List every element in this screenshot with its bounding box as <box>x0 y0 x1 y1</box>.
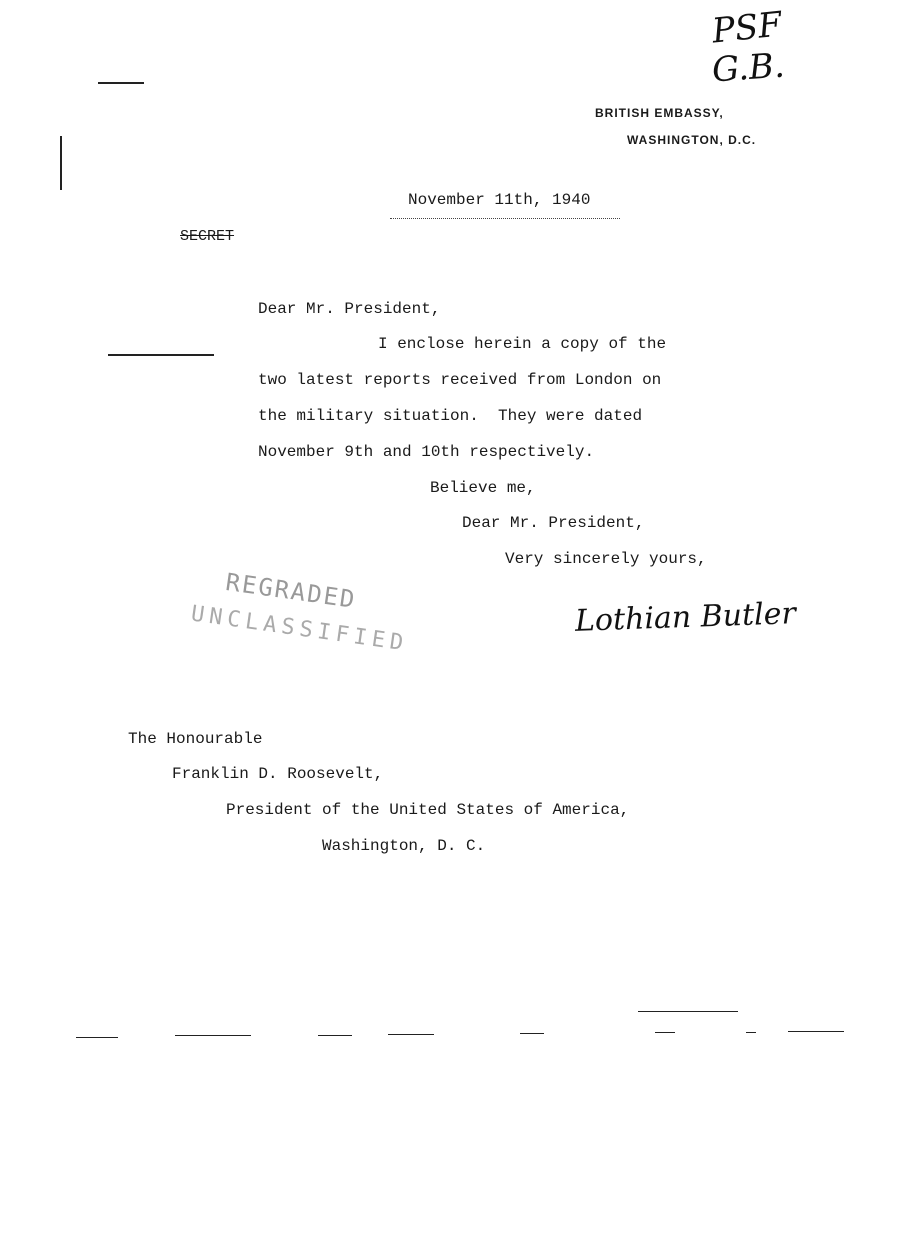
closing-line-2: Dear Mr. President, <box>462 514 645 532</box>
salutation: Dear Mr. President, <box>258 300 441 318</box>
address-line-1: The Honourable <box>128 730 263 748</box>
address-line-2: Franklin D. Roosevelt, <box>172 765 384 783</box>
signature: Lothian Butler <box>574 596 797 639</box>
body-line-2: two latest reports received from London on <box>258 371 662 389</box>
scan-artifact-line <box>520 1033 544 1034</box>
regraded-stamp <box>184 564 436 696</box>
scan-artifact-line <box>788 1031 844 1032</box>
address-line-3: President of the United States of America, <box>226 801 630 819</box>
stamp-line-1: REGRADED <box>223 567 359 615</box>
scan-artifact-line <box>388 1034 434 1035</box>
letterhead-city: WASHINGTON, D.C. <box>627 133 757 147</box>
handwritten-file-mark-line1: PSF <box>710 4 784 52</box>
scan-artifact-line <box>318 1035 352 1036</box>
closing-line-1: Believe me, <box>430 479 536 497</box>
classification-mark: SECRET <box>180 228 235 245</box>
scan-artifact-line <box>746 1032 756 1033</box>
letterhead-embassy: BRITISH EMBASSY, <box>595 106 724 120</box>
body-line-1: I enclose herein a copy of the <box>378 335 667 353</box>
margin-dash-top <box>98 82 144 84</box>
scan-artifact-line <box>76 1037 118 1038</box>
address-line-4: Washington, D. C. <box>322 837 486 855</box>
scan-artifact-line <box>175 1035 251 1036</box>
body-line-3: the military situation. They were dated <box>258 407 643 425</box>
closing-line-3: Very sincerely yours, <box>505 550 707 568</box>
margin-dash-middle <box>108 354 214 356</box>
date-underline <box>390 218 620 219</box>
scan-artifact-line <box>655 1032 675 1033</box>
scan-artifact-line <box>638 1011 738 1012</box>
letter-date: November 11th, 1940 <box>408 191 591 209</box>
body-line-4: November 9th and 10th respectively. <box>258 443 595 461</box>
margin-vertical-bar <box>60 136 62 190</box>
stamp-line-2: UNCLASSIFIED <box>189 601 410 657</box>
handwritten-file-mark-line2: G.B. <box>710 45 786 91</box>
